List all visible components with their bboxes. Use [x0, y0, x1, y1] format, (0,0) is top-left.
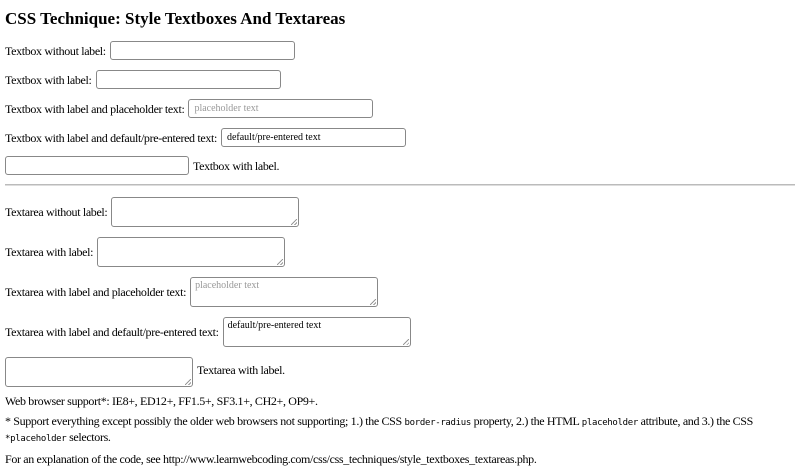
textbox-row [5, 99, 795, 118]
code-border-radius: border-radius [404, 418, 472, 428]
textarea-row [5, 357, 795, 387]
textbox-label: Textbox with label and placeholder text: [5, 101, 185, 116]
textarea-with-placeholder[interactable] [190, 277, 378, 307]
textbox-label: Textbox without label: [5, 43, 106, 58]
textarea-row [5, 277, 795, 307]
textarea-without-label[interactable] [111, 197, 299, 227]
textbox-row [5, 70, 795, 89]
textbox-row [5, 156, 795, 175]
textbox-label: Textbox with label. [193, 158, 280, 173]
textarea-label: Textarea with label: [5, 245, 94, 259]
textbox-with-default-text[interactable]: default/pre-entered text [221, 128, 406, 147]
page-title: CSS Technique: Style Textboxes And Textareas [5, 9, 346, 28]
textbox-label-after[interactable] [5, 156, 189, 175]
code-placeholder: placeholder [581, 418, 639, 428]
note-text: selectors. [66, 430, 111, 444]
textarea-with-default-text[interactable] [223, 317, 411, 347]
divider [5, 184, 795, 186]
textbox-row [5, 41, 795, 60]
textarea-row [5, 237, 795, 267]
textbox-with-label[interactable] [96, 70, 281, 89]
browser-support-text: Web browser support*: IE8+, ED12+, FF1.5+, SF3.1+, CH2+, OP9+. [5, 394, 318, 408]
note-text: property, 2.) the HTML [471, 414, 582, 428]
resize-grip-icon[interactable] [291, 219, 297, 225]
placeholder-text: placeholder text [195, 280, 260, 291]
code-placeholder-selector: *placeholder [5, 434, 67, 444]
note-text: attribute, and 3.) the CSS [638, 414, 753, 428]
explanation-text: For an explanation of the code, see http://www.learnwebcoding.com/css/css_techniques/style_textboxes_textareas.php. [5, 452, 537, 466]
resize-grip-icon[interactable] [403, 339, 409, 345]
textarea-label: Textarea with label and placeholder text: [5, 285, 187, 299]
resize-grip-icon[interactable] [185, 379, 191, 385]
textbox-without-label[interactable] [110, 41, 295, 60]
resize-grip-icon[interactable] [370, 299, 376, 305]
textarea-with-label[interactable] [97, 237, 285, 267]
textbox-with-placeholder[interactable]: placeholder text [188, 99, 373, 118]
note-text: * Support everything except possibly the older web browsers not supporting; 1.) the CSS [5, 414, 405, 428]
textbox-label: Textbox with label: [5, 72, 92, 87]
textbox-row [5, 128, 795, 147]
textbox-label: Textbox with label and default/pre-entered text: [5, 130, 217, 145]
textarea-row [5, 317, 795, 347]
textarea-label: Textarea with label and default/pre-entered text: [5, 325, 219, 339]
textarea-value: default/pre-entered text [227, 320, 322, 331]
textarea-row [5, 197, 795, 227]
footer-notes [5, 394, 795, 472]
support-note [5, 414, 795, 446]
textarea-label: Textarea with label. [197, 363, 285, 377]
resize-grip-icon[interactable] [277, 259, 283, 265]
textarea-label-after[interactable] [5, 357, 193, 387]
textarea-label: Textarea without label: [5, 205, 108, 219]
